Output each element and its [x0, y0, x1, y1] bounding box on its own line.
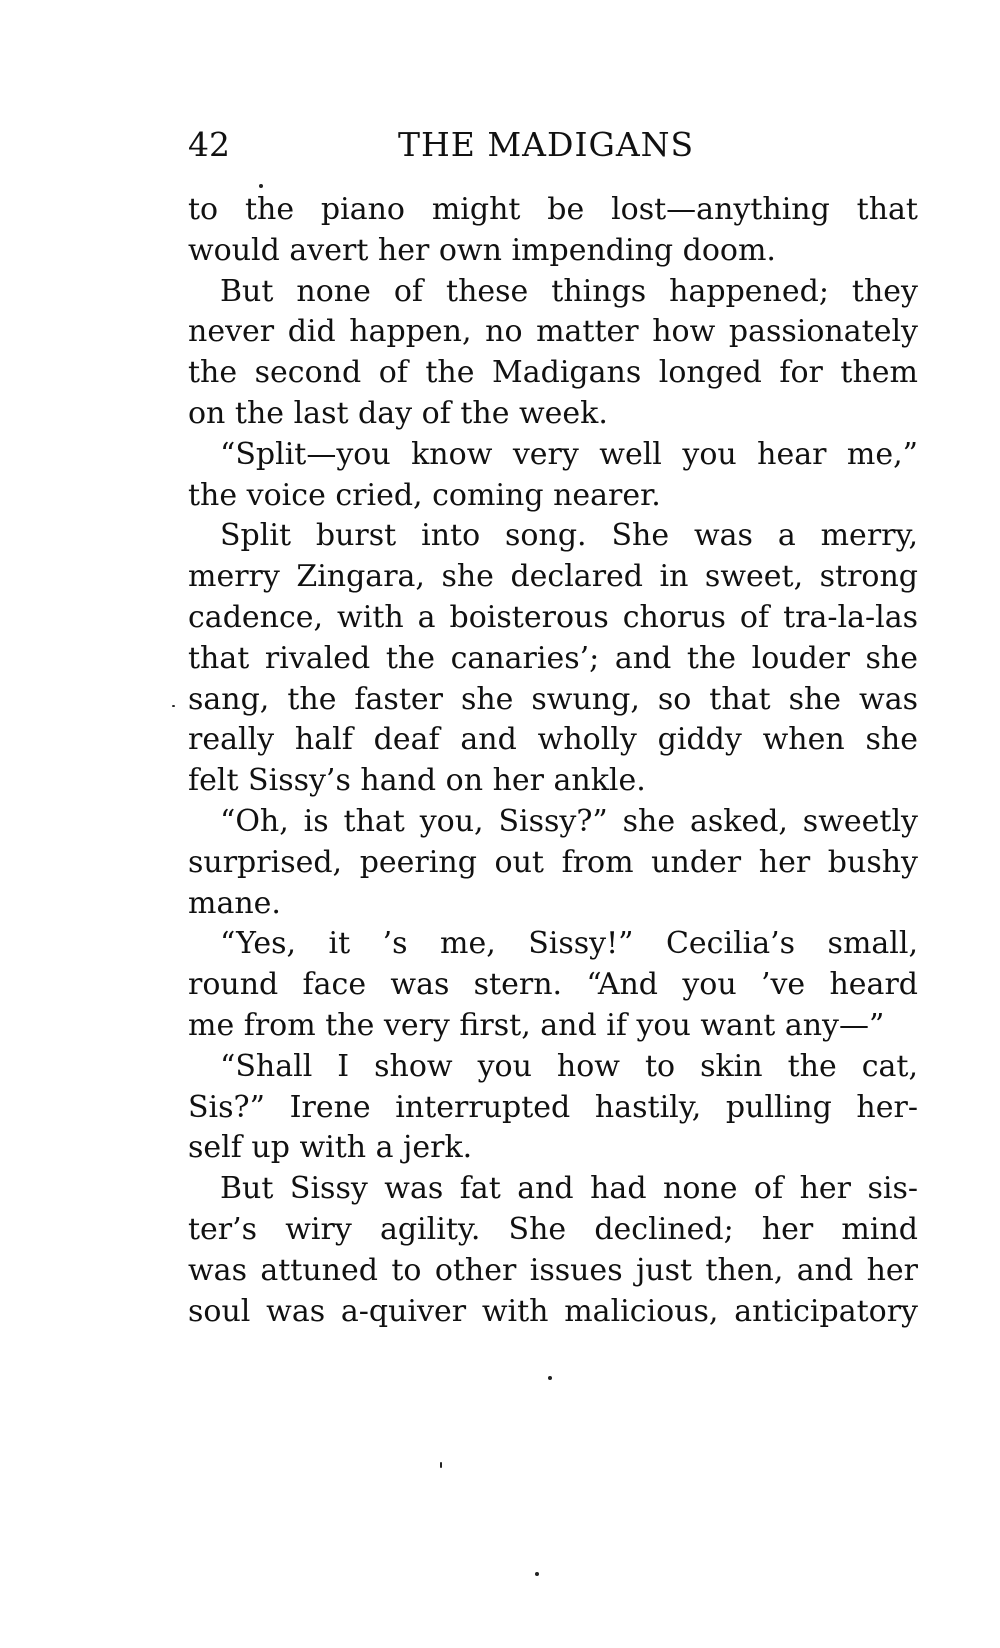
text-line: round face was stern. “And you ’ve heard	[188, 967, 918, 1003]
text-line: cadence, with a boisterous chorus of tra-la-las	[188, 599, 918, 635]
text-line: was attuned to other issues just then, and her	[188, 1252, 918, 1288]
text-line: felt Sissy’s hand on her ankle.	[188, 763, 646, 799]
print-speck	[548, 1376, 552, 1380]
page-header	[188, 120, 708, 170]
text-line: the voice cried, coming nearer.	[188, 477, 661, 513]
running-title: THE MADIGANS	[398, 125, 695, 164]
text-line: merry Zingara, she declared in sweet, strong	[188, 559, 918, 595]
text-line: soul was a-quiver with malicious, anticipatory	[188, 1293, 918, 1329]
text-line: really half deaf and wholly giddy when she	[188, 722, 918, 758]
paragraph	[188, 190, 918, 272]
text-line: ter’s wiry agility. She declined; her mind	[188, 1211, 918, 1247]
paragraph	[188, 802, 918, 924]
text-line: on the last day of the week.	[188, 395, 608, 431]
text-line: But Sissy was fat and had none of her sis-	[220, 1171, 918, 1207]
text-line: would avert her own impending doom.	[188, 232, 776, 268]
paragraph	[188, 272, 918, 435]
text-line: “Oh, is that you, Sissy?” she asked, sweetly	[220, 803, 918, 839]
text-line: Sis?” Irene interrupted hastily, pulling her-	[188, 1089, 918, 1125]
paragraph	[188, 1169, 918, 1332]
text-line: Split burst into song. She was a merry,	[220, 518, 918, 554]
print-speck	[535, 1572, 539, 1576]
text-line: surprised, peering out from under her bushy	[188, 844, 918, 880]
paragraph	[188, 924, 918, 1046]
text-line: “Shall I show you how to skin the cat,	[220, 1048, 918, 1084]
text-line: that rivaled the canaries’; and the louder she	[188, 640, 918, 676]
text-line: “Split—you know very well you hear me,”	[220, 436, 918, 472]
text-line: the second of the Madigans longed for them	[188, 355, 918, 391]
text-line: mane.	[188, 885, 281, 921]
text-line: But none of these things happened; they	[220, 273, 918, 309]
text-line: “Yes, it ’s me, Sissy!” Cecilia’s small,	[220, 926, 918, 962]
paragraph	[188, 1047, 918, 1169]
print-speck	[440, 1462, 442, 1468]
text-line: never did happen, no matter how passionately	[188, 314, 918, 350]
text-line: to the piano might be lost—anything that	[188, 192, 918, 227]
text-line: sang, the faster she swung, so that she was	[188, 681, 918, 717]
print-speck	[259, 184, 263, 188]
print-speck	[172, 705, 175, 707]
text-line: self up with a jerk.	[188, 1130, 473, 1166]
paragraph	[188, 516, 918, 802]
body-text	[188, 190, 918, 1332]
paragraph	[188, 435, 918, 517]
page-number: 42	[188, 125, 230, 164]
text-line: me from the very first, and if you want any—”	[188, 1007, 885, 1043]
